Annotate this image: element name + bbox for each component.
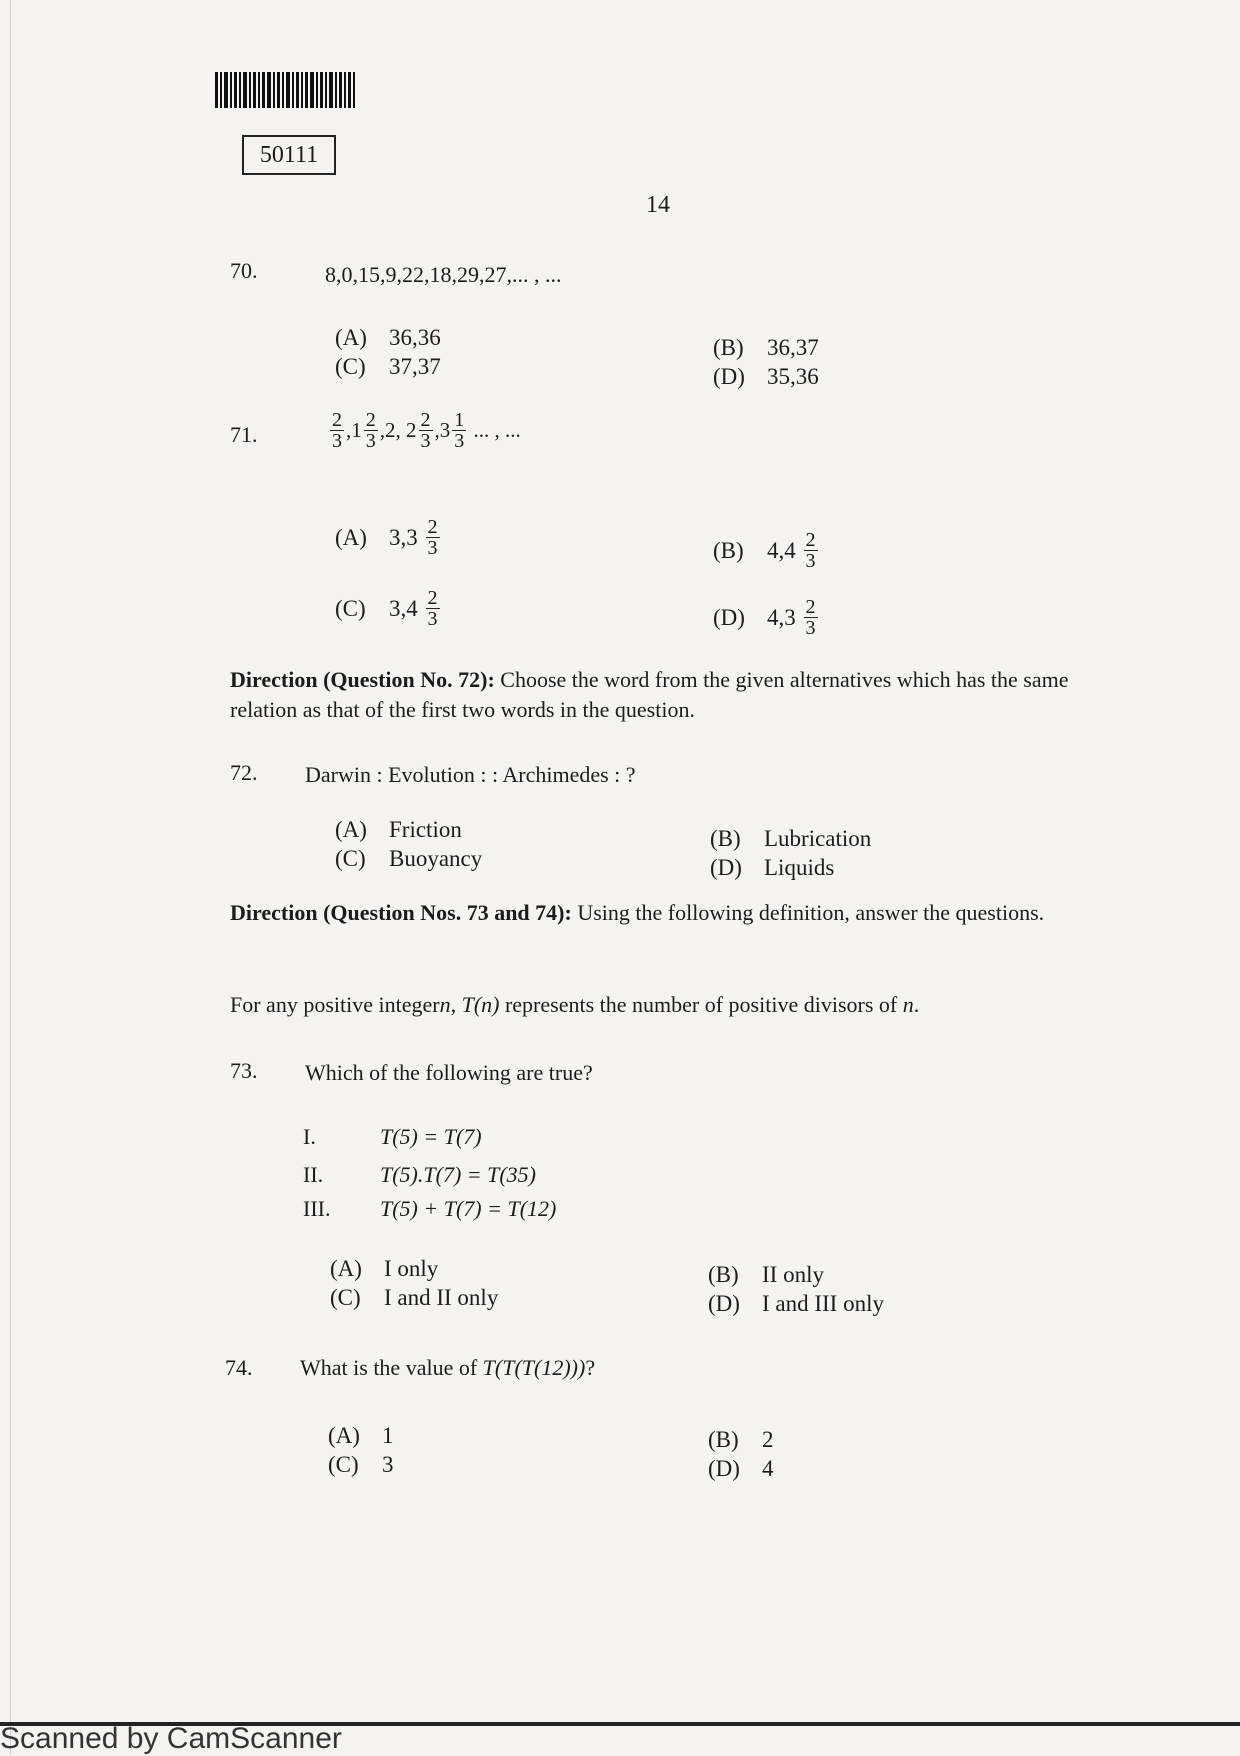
q73-option-a[interactable]: (A) I only <box>330 1256 439 1281</box>
barcode <box>215 72 383 108</box>
q70-sequence: 8,0,15,9,22,18,29,27,... , ... <box>325 262 562 287</box>
direction-72: Direction (Question No. 72): Choose the word from the given alternatives which has the same relation as that of the first two words in the question. <box>230 667 1069 722</box>
scanner-watermark: Scanned by CamScanner <box>0 1722 342 1755</box>
q73-statement-roman-2: II. <box>303 1162 324 1187</box>
q72-option-b[interactable]: (B) Lubrication <box>710 826 872 851</box>
page-number: 14 <box>646 192 670 218</box>
q70-option-a[interactable]: (A) 36,36 <box>335 325 441 350</box>
question-number-71: 71. <box>230 422 258 447</box>
q70-option-b[interactable]: (B) 36,37 <box>713 335 819 360</box>
question-number-73: 73. <box>230 1058 258 1083</box>
q71-option-a[interactable]: (A) 3,3 $\frac{2}{3}$ <box>335 516 438 559</box>
q70-option-c[interactable]: (C) 37,37 <box>335 354 441 379</box>
q73-statement-roman-1: I. <box>303 1124 316 1149</box>
q72-option-c[interactable]: (C) Buoyancy <box>335 846 483 871</box>
q73-option-c[interactable]: (C) I and II only <box>330 1285 499 1310</box>
q73-statement-1: T(5) = T(7) <box>380 1124 482 1149</box>
q72-text: Darwin : Evolution : : Archimedes : ? <box>305 762 636 787</box>
q74-text: What is the value of T(T(T(12)))? <box>300 1355 596 1380</box>
definition-text: For any positive integern, T(n) represents the number of positive divisors of n. <box>230 992 920 1017</box>
direction-73-74: Direction (Question Nos. 73 and 74): Using the following definition, answer the questions. <box>230 900 1045 925</box>
question-number-74: 74. <box>225 1355 253 1380</box>
q71-option-c[interactable]: (C) 3,4 $\frac{2}{3}$ <box>335 587 438 630</box>
paper-code: 50111 <box>242 135 336 175</box>
q73-option-d[interactable]: (D) I and III only <box>708 1291 884 1316</box>
q72-option-d[interactable]: (D) Liquids <box>710 855 835 880</box>
question-number-70: 70. <box>230 258 258 283</box>
q73-statement-3: T(5) + T(7) = T(12) <box>380 1196 557 1221</box>
page-edge <box>10 0 11 1755</box>
question-number-72: 72. <box>230 760 258 785</box>
q73-statement-2: T(5).T(7) = T(35) <box>380 1162 537 1187</box>
q74-option-c[interactable]: (C) 3 <box>328 1452 394 1477</box>
q73-statement-roman-3: III. <box>303 1196 331 1221</box>
q71-option-d[interactable]: (D) 4,3 $\frac{2}{3}$ <box>713 596 816 639</box>
q72-option-a[interactable]: (A) Friction <box>335 817 462 842</box>
q74-option-d[interactable]: (D) 4 <box>708 1456 774 1481</box>
q73-option-b[interactable]: (B) II only <box>708 1262 824 1287</box>
q71-option-b[interactable]: (B) 4,4 $\frac{2}{3}$ <box>713 529 816 572</box>
q71-sequence: $\frac{2}{3}$ ,1 $\frac{2}{3}$ ,2, 2 $\frac{2}{3}$ ,3 $\frac{1}{3}$ ... , ... <box>332 409 521 452</box>
q73-text: Which of the following are true? <box>305 1060 593 1085</box>
q74-option-a[interactable]: (A) 1 <box>328 1423 394 1448</box>
q74-option-b[interactable]: (B) 2 <box>708 1427 774 1452</box>
q70-option-d[interactable]: (D) 35,36 <box>713 364 819 389</box>
